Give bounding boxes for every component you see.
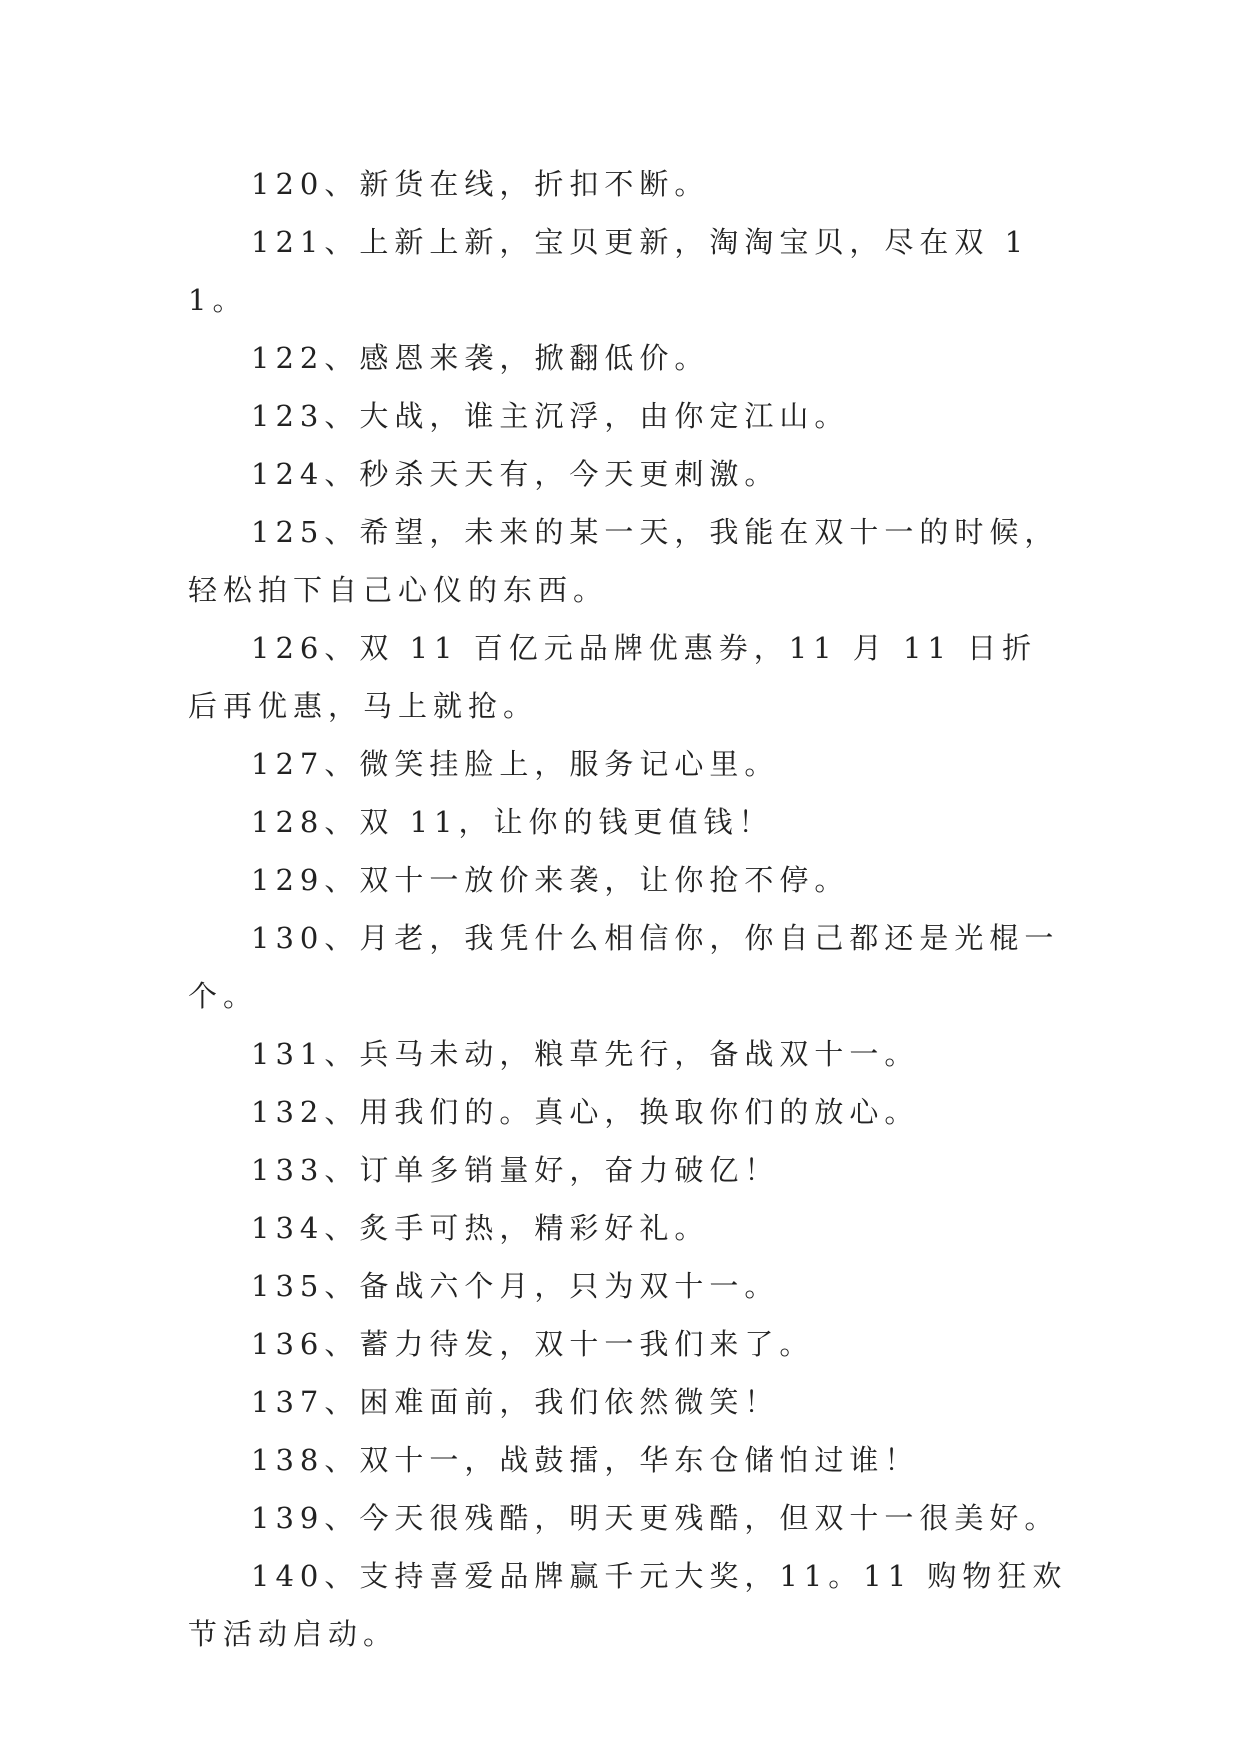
paragraph-124: 124、秒杀天天有，今天更刺激。 — [251, 457, 780, 491]
paragraph-134: 134、炙手可热，精彩好礼。 — [251, 1211, 710, 1245]
paragraph-125: 125、希望，未来的某一天，我能在双十一的时候，轻松拍下自己心仪的东西。 — [188, 515, 1060, 607]
document-body — [188, 155, 1068, 1663]
paragraph-130: 130、月老，我凭什么相信你，你自己都还是光棍一个。 — [188, 921, 1060, 1013]
paragraph-127: 127、微笑挂脸上，服务记心里。 — [251, 747, 780, 781]
paragraph-133: 133、订单多销量好，奋力破亿！ — [251, 1153, 780, 1187]
paragraph-126: 126、双 11 百亿元品牌优惠券，11 月 11 日折后再优惠，马上就抢。 — [188, 631, 1038, 723]
paragraph-122: 122、感恩来袭，掀翻低价。 — [251, 341, 710, 375]
paragraph-138: 138、双十一，战鼓擂，华东仓储怕过谁！ — [251, 1443, 920, 1477]
paragraph-140: 140、支持喜爱品牌赢千元大奖，11。11 购物狂欢节活动启动。 — [188, 1559, 1068, 1651]
paragraph-137: 137、困难面前，我们依然微笑！ — [251, 1385, 780, 1419]
paragraph-121: 121、上新上新，宝贝更新，淘淘宝贝，尽在双 11。 — [188, 225, 1030, 317]
paragraph-123: 123、大战，谁主沉浮，由你定江山。 — [251, 399, 850, 433]
paragraph-120: 120、新货在线，折扣不断。 — [251, 167, 710, 201]
paragraph-132: 132、用我们的。真心，换取你们的放心。 — [251, 1095, 920, 1129]
paragraph-128: 128、双 11，让你的钱更值钱！ — [251, 805, 774, 839]
paragraph-135: 135、备战六个月，只为双十一。 — [251, 1269, 780, 1303]
paragraph-136: 136、蓄力待发，双十一我们来了。 — [251, 1327, 815, 1361]
paragraph-131: 131、兵马未动，粮草先行，备战双十一。 — [251, 1037, 920, 1071]
paragraph-129: 129、双十一放价来袭，让你抢不停。 — [251, 863, 850, 897]
paragraph-139: 139、今天很残酷，明天更残酷，但双十一很美好。 — [251, 1501, 1060, 1535]
